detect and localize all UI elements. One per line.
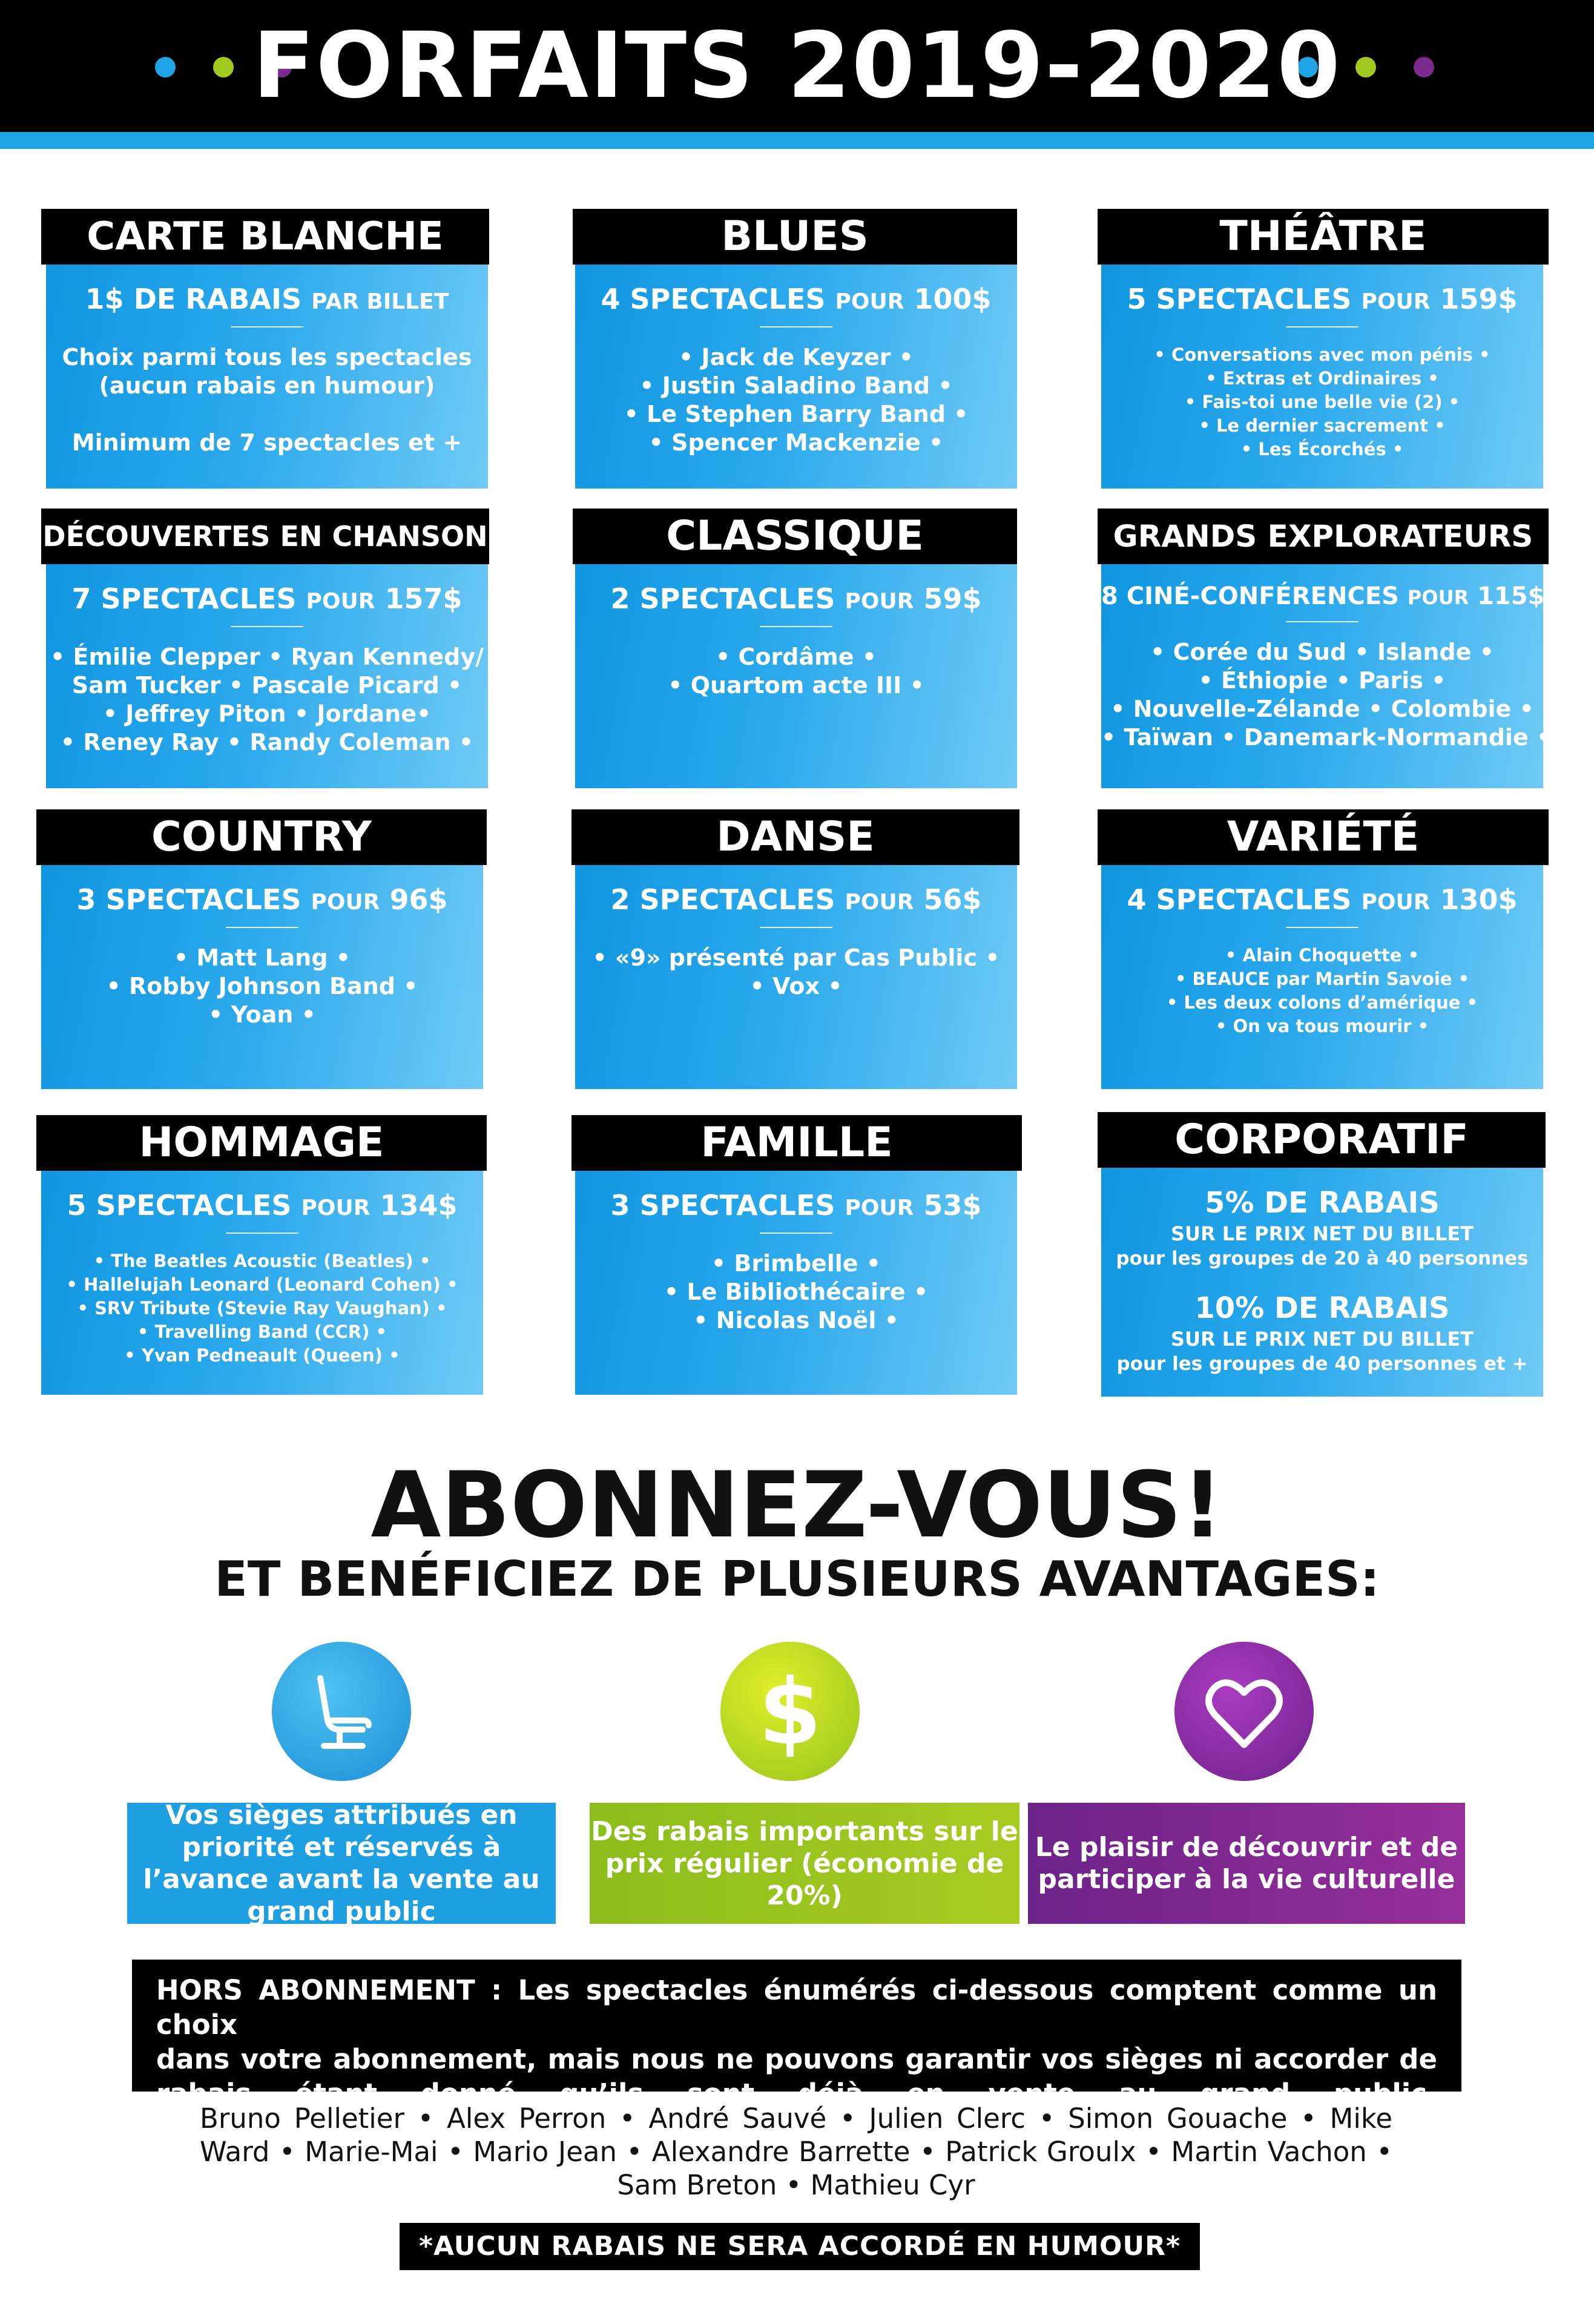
offer-price: 56$	[923, 883, 982, 916]
package-offer	[1101, 883, 1543, 916]
divider	[226, 1233, 298, 1234]
divider	[760, 326, 832, 328]
package-title: CORPORATIF	[1098, 1112, 1546, 1168]
package-body	[1101, 865, 1543, 1089]
divider	[760, 1233, 832, 1234]
offer-small: POUR	[311, 890, 380, 915]
offer-main: 8 CINÉ-CONFÉRENCES	[1101, 582, 1399, 610]
package-items	[575, 643, 1017, 700]
list-item: • Taïwan • Danemark-Normandie •	[1101, 724, 1552, 751]
offer-price: 96$	[389, 883, 448, 916]
seat-icon	[272, 1642, 411, 1781]
offer-main: 3 SPECTACLES	[610, 1189, 835, 1222]
offer-main: 7 SPECTACLES	[71, 582, 297, 615]
list-item: • Les Écorchés •	[1240, 439, 1404, 459]
hors-abonnement-notice	[132, 1960, 1461, 2110]
list-item: • Yvan Pedneault (Queen) •	[124, 1345, 400, 1366]
list-item: • Corée du Sud • Islande •	[1150, 639, 1494, 665]
list-item: • Vox •	[749, 973, 843, 999]
list-item: • Spencer Mackenzie •	[648, 429, 944, 456]
package-body	[1101, 265, 1543, 489]
package-items	[46, 643, 488, 757]
list-item: • The Beatles Acoustic (Beatles) •	[93, 1251, 431, 1271]
divider	[760, 927, 832, 928]
list-item: Minimum de 7 spectacles et +	[71, 429, 463, 456]
divider	[231, 326, 303, 328]
list-item: • Matt Lang •	[173, 944, 351, 971]
offer-price: 115$	[1477, 582, 1545, 610]
offer-price: 157$	[384, 582, 463, 615]
list-item: • Fais-toi une belle vie (2) •	[1184, 392, 1460, 412]
offer-main: 2 SPECTACLES	[610, 883, 835, 916]
divider	[1286, 927, 1359, 928]
divider	[1286, 326, 1359, 328]
list-item: • Alain Choquette •	[1225, 945, 1420, 966]
package-body	[575, 1171, 1017, 1395]
artists-list: Bruno Pelletier • Alex Perron • André Sauvé • Julien Clerc • Simon Gouache • Mike Ward • Marie-Mai • Mario Jean • Alexandre Barrette • Patrick Groulx • Martin Vachon • Sam Breton • Mathieu Cyr	[200, 2102, 1392, 2201]
package-offer	[1101, 582, 1543, 610]
offer-small: POUR	[1361, 890, 1431, 915]
list-item: • Émilie Clepper • Ryan Kennedy/	[50, 644, 484, 670]
package-body	[575, 865, 1017, 1089]
package-items	[575, 944, 1017, 1001]
list-item: • BEAUCE par Martin Savoie •	[1174, 969, 1470, 989]
svg-text:$: $	[758, 1660, 822, 1765]
offer-price: 100$	[914, 283, 992, 315]
package-title: FAMILLE	[571, 1115, 1022, 1171]
offer-price: 134$	[380, 1189, 458, 1222]
notice-line: rabais étant donné qu’ils sont déjà en vente au grand public.	[156, 2078, 1437, 2110]
package-offer	[575, 883, 1017, 916]
list-item: • Le Bibliothécaire •	[664, 1279, 929, 1305]
offer-small: POUR	[845, 890, 914, 915]
offer-small: POUR	[845, 589, 914, 614]
heart-icon	[1174, 1642, 1314, 1781]
offer-main: 1$ DE RABAIS	[85, 283, 302, 315]
list-item: • On va tous mourir •	[1215, 1016, 1429, 1036]
list-item: • SRV Tribute (Stevie Ray Vaughan) •	[77, 1298, 447, 1318]
list-item: Sam Tucker • Pascale Picard •	[71, 672, 463, 699]
list-item: • Justin Saladino Band •	[639, 372, 953, 399]
list-item: • Yoan •	[208, 1001, 316, 1028]
list-item: Choix parmi tous les spectacles	[62, 344, 472, 370]
offer-main: 5 SPECTACLES	[1127, 283, 1352, 315]
list-item: • Travelling Band (CCR) •	[137, 1322, 387, 1342]
package-title: DANSE	[571, 809, 1019, 865]
list-item: • Le Stephen Barry Band •	[624, 401, 969, 427]
list-item: • Reney Ray • Randy Coleman •	[60, 729, 474, 755]
subscribe-title: ABONNEZ-VOUS!	[371, 1453, 1223, 1558]
list-item: • Conversations avec mon pénis •	[1154, 344, 1490, 365]
divider	[760, 626, 832, 627]
package-title: CLASSIQUE	[573, 509, 1017, 564]
offer-small: POUR	[845, 1196, 914, 1220]
package-body	[46, 564, 488, 788]
list-item: • Nouvelle-Zélande • Colombie •	[1110, 696, 1534, 722]
package-offer	[41, 1189, 483, 1222]
package-body	[575, 265, 1017, 489]
package-offer	[41, 883, 483, 916]
package-title: DÉCOUVERTES EN CHANSON	[41, 509, 489, 564]
package-body	[575, 564, 1017, 788]
package-items	[575, 1249, 1017, 1335]
offer-price: 53$	[923, 1189, 982, 1222]
package-title: THÉÂTRE	[1098, 209, 1549, 265]
offer-small: POUR	[301, 1196, 371, 1220]
offer-main: 2 SPECTACLES	[610, 582, 835, 615]
page-title: FORFAITS 2019-2020	[252, 13, 1342, 119]
list-item: • Éthiopie • Paris •	[1198, 667, 1446, 694]
offer-price: 130$	[1440, 883, 1518, 916]
package-title: GRANDS EXPLORATEURS	[1098, 509, 1549, 564]
package-offer	[575, 1189, 1017, 1222]
offer-main: 10% DE RABAIS	[1194, 1291, 1450, 1325]
list-item: • Jeffrey Piton • Jordane•	[102, 700, 432, 727]
package-items	[575, 343, 1017, 457]
offer-price: 59$	[923, 582, 982, 615]
package-offer	[1101, 283, 1543, 315]
notice-line: dans votre abonnement, mais nous ne pouvons garantir vos sièges ni accorder de	[156, 2043, 1437, 2075]
package-offer	[575, 582, 1017, 615]
package-body	[41, 1171, 483, 1395]
dollar-icon	[720, 1642, 860, 1781]
offer-small: POUR	[835, 289, 904, 314]
benefit-discovery: Le plaisir de découvrir et de participer à la vie culturelle	[1028, 1803, 1465, 1924]
list-item: • Brimbelle •	[711, 1250, 881, 1277]
offer-main: 5% DE RABAIS	[1205, 1186, 1440, 1220]
list-item: • Les deux colons d’amérique •	[1166, 992, 1478, 1013]
list-item: • Nicolas Noël •	[693, 1307, 899, 1334]
divider	[231, 626, 303, 627]
offer-main: 4 SPECTACLES	[1127, 883, 1352, 916]
package-offer	[46, 582, 488, 615]
notice-line: HORS ABONNEMENT : Les spectacles énumérés ci-dessous comptent comme un choix	[156, 1974, 1437, 2041]
benefit-discounts: Des rabais importants sur le prix régulier (économie de 20%)	[590, 1803, 1019, 1924]
package-title: HOMMAGE	[36, 1115, 487, 1171]
list-item: • Cordâme •	[716, 644, 877, 670]
header-accent-line	[0, 132, 1594, 149]
offer-note: pour les groupes de 40 personnes et +	[1116, 1353, 1528, 1375]
list-item: • Robby Johnson Band •	[106, 973, 418, 999]
humour-notice: *AUCUN RABAIS NE SERA ACCORDÉ EN HUMOUR*	[400, 2223, 1200, 2270]
list-item: • Jack de Keyzer •	[679, 344, 914, 370]
package-items	[1101, 944, 1543, 1038]
package-body	[41, 865, 483, 1089]
offer-main: 3 SPECTACLES	[76, 883, 301, 916]
offer-small: PAR BILLET	[311, 289, 449, 314]
offer-main: 5 SPECTACLES	[67, 1189, 292, 1222]
package-items	[1101, 343, 1543, 461]
list-item: • Le dernier sacrement •	[1199, 415, 1446, 436]
offer-note: pour les groupes de 20 à 40 personnes	[1116, 1248, 1529, 1269]
subscribe-subtitle: ET BENÉFICIEZ DE PLUSIEURS AVANTAGES:	[214, 1551, 1380, 1607]
package-items	[1101, 638, 1552, 752]
package-title: COUNTRY	[36, 809, 487, 865]
list-item: • «9» présenté par Cas Public •	[592, 944, 1000, 971]
package-body	[1101, 1168, 1543, 1397]
offer-small: POUR	[1361, 289, 1431, 314]
list-item: • Hallelujah Leonard (Leonard Cohen) •	[66, 1274, 458, 1295]
package-title: CARTE BLANCHE	[41, 209, 489, 265]
list-item: • Extras et Ordinaires •	[1205, 368, 1439, 389]
package-offer	[46, 283, 488, 315]
package-body	[46, 265, 488, 489]
package-body	[1101, 564, 1552, 788]
package-title: BLUES	[573, 209, 1017, 265]
offer-main: 4 SPECTACLES	[601, 283, 826, 315]
package-title: VARIÉTÉ	[1098, 809, 1549, 865]
offer-price: 159$	[1440, 283, 1518, 315]
package-offer	[575, 283, 1017, 315]
offer-small: POUR	[1407, 586, 1469, 609]
benefit-priority-seats: Vos sièges attribués en priorité et réservés à l’avance avant la vente au grand public	[127, 1803, 556, 1924]
divider	[226, 927, 298, 928]
offer-sub: SUR LE PRIX NET DU BILLET	[1170, 1222, 1474, 1245]
list-item: (aucun rabais en humour)	[99, 372, 435, 399]
package-items	[46, 343, 488, 457]
package-items	[41, 1249, 483, 1368]
offer-sub: SUR LE PRIX NET DU BILLET	[1170, 1328, 1474, 1351]
offer-small: POUR	[306, 589, 375, 614]
package-items	[41, 944, 483, 1029]
list-item: • Quartom acte III •	[668, 672, 924, 699]
divider	[1286, 621, 1359, 622]
